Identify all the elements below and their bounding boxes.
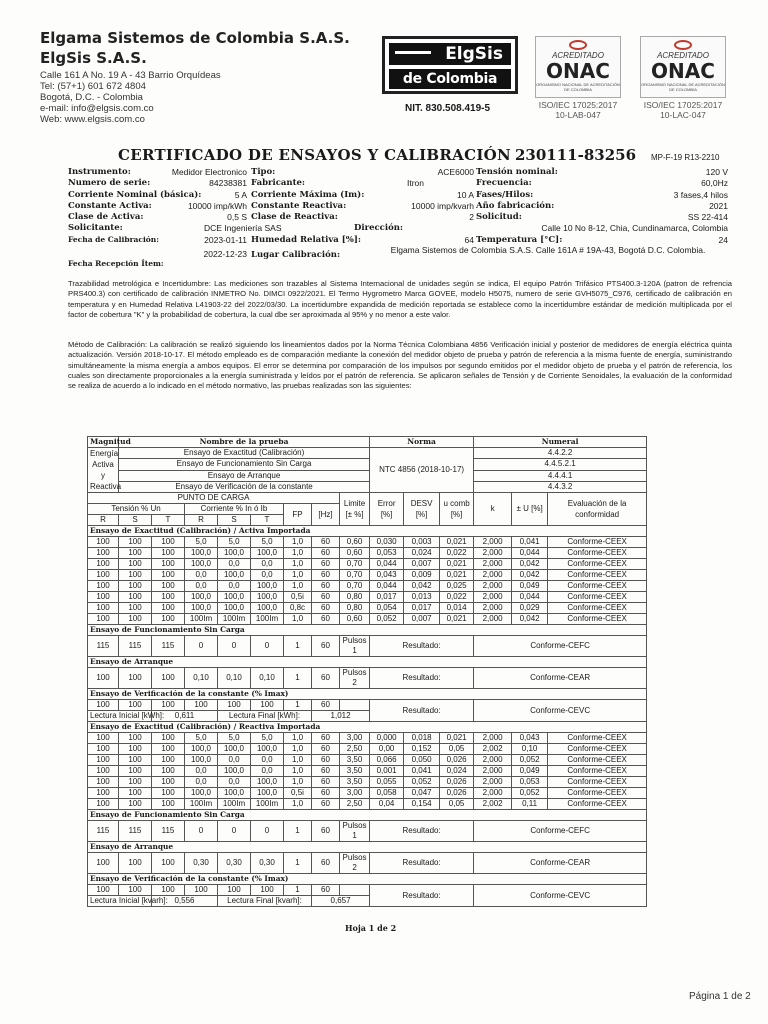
table-cell: 100: [119, 581, 152, 592]
table-cell: 2,000: [474, 537, 512, 548]
exactitud-reactiva-rows: [88, 733, 647, 810]
table-row: 115 115 115 0 0 0 1 60 Pulsos 1 Resultado: Conforme-CEFC: [88, 636, 647, 657]
table-cell: 100: [88, 614, 119, 625]
table-cell: 1,0: [284, 537, 312, 548]
table-cell: 2,000: [474, 603, 512, 614]
table-cell: 100: [152, 592, 185, 603]
table-cell: 0,042: [512, 570, 548, 581]
table-cell: Conforme-CEEX: [548, 570, 647, 581]
table-cell: 100: [152, 799, 185, 810]
table-cell: 2,000: [474, 733, 512, 744]
table-cell: 0,041: [404, 766, 440, 777]
table-cell: 0,022: [440, 548, 474, 559]
onac-lab-badge: ACREDITADO ONAC ORGANISMO NACIONAL DE ACREDITACIÓN DE COLOMBIA: [535, 36, 621, 98]
table-cell: 100: [119, 603, 152, 614]
table-cell: 0,066: [370, 755, 404, 766]
table-cell: Conforme-CEEX: [548, 548, 647, 559]
table-cell: 0,021: [440, 537, 474, 548]
table-cell: 0,007: [404, 614, 440, 625]
company-address: Calle 161 A No. 19 A - 43 Barrio Orquídeas Tel: (57+1) 601 672 4804 Bogotá, D.C. - Colombia e-mail: info@elgsis.com.co Web: www.elgsis.com.co: [40, 70, 221, 125]
table-cell: 100: [88, 537, 119, 548]
table-cell: 100: [88, 592, 119, 603]
table-cell: 0,026: [440, 755, 474, 766]
table-cell: 100,0: [218, 592, 251, 603]
table-cell: 100: [119, 548, 152, 559]
table-cell: 2,000: [474, 581, 512, 592]
table-cell: 0,044: [370, 581, 404, 592]
table-cell: 100: [119, 592, 152, 603]
table-cell: 5,0: [218, 733, 251, 744]
elgsis-logo: [382, 36, 518, 94]
table-cell: 1,0: [284, 744, 312, 755]
table-cell: 2,000: [474, 548, 512, 559]
table-cell: 0,052: [512, 788, 548, 799]
table-cell: 0,0: [185, 766, 218, 777]
table-cell: 100,0: [185, 788, 218, 799]
table-cell: 0,052: [370, 614, 404, 625]
table-cell: 0,013: [404, 592, 440, 603]
table-cell: 5,0: [251, 733, 284, 744]
table-cell: 0,80: [340, 603, 370, 614]
table-row: [88, 777, 647, 788]
table-cell: 0,014: [440, 603, 474, 614]
section-exactitud-activa: Ensayo de Exactitud (Calibración) / Activa Importada: [88, 526, 647, 537]
table-row: 100 100 100 100 100 100 1 60 Resultado: Conforme-CEVC: [88, 885, 647, 896]
table-cell: 60: [312, 733, 340, 744]
table-cell: 3,00: [340, 788, 370, 799]
table-cell: 0,05: [440, 799, 474, 810]
table-cell: 2,50: [340, 744, 370, 755]
table-cell: 0,0: [185, 570, 218, 581]
table-cell: 100,0: [251, 744, 284, 755]
table-cell: 100: [88, 777, 119, 788]
table-row: [88, 581, 647, 592]
table-row: Lectura Inicial [kWh]: 0,611 Lectura Final [kWh]: 1,012: [88, 711, 647, 722]
table-cell: 5,0: [185, 733, 218, 744]
table-cell: 100: [152, 788, 185, 799]
table-cell: 0,021: [440, 570, 474, 581]
table-cell: 0,026: [440, 777, 474, 788]
table-cell: 0,047: [404, 788, 440, 799]
table-row: [88, 755, 647, 766]
table-cell: 0,044: [512, 592, 548, 603]
table-cell: 100: [88, 570, 119, 581]
table-cell: 2,000: [474, 766, 512, 777]
table-cell: 60: [312, 799, 340, 810]
table-row: [88, 766, 647, 777]
table-cell: 1,0: [284, 799, 312, 810]
company-name: Elgama Sistemos de Colombia S.A.S.: [40, 29, 350, 47]
table-cell: Conforme-CEEX: [548, 733, 647, 744]
table-cell: 0,049: [512, 766, 548, 777]
table-cell: 0,053: [512, 777, 548, 788]
table-cell: 2,000: [474, 755, 512, 766]
table-cell: 100,0: [185, 744, 218, 755]
table-cell: 0,055: [370, 777, 404, 788]
table-cell: 0,053: [370, 548, 404, 559]
table-cell: 100: [119, 559, 152, 570]
table-cell: 0,052: [512, 755, 548, 766]
table-cell: 0,009: [404, 570, 440, 581]
table-cell: 60: [312, 592, 340, 603]
table-cell: 60: [312, 777, 340, 788]
table-cell: 0,044: [512, 548, 548, 559]
table-cell: 1,0: [284, 548, 312, 559]
traceability-paragraph: Trazabilidad metrológica e Incertidumbre: Las mediciones son trazables al Sistema Internacional de unidades según se indica, El equipo Patrón Trifásico PTS400.3-120A (patron de refrencia PRS400.3) con certificado de calibración INMETRO No. DIMCI 0922/2021. El Termo Hygrometro Marca GOVEE, modelo H5075, numero de serie GVH5075_C976, certificado de calibración en temperatura y en Humedad Relativa L41903-22 del 2022/03/30. La incertidumbre expandida de medición reportada se establece como la incertidumbre estándar de medición multiplicada por el factor de cobertura "K" y la probabilidad de cobertura, la cual dbe ser aproximada al 95% y no menor a este valor.: [68, 279, 732, 319]
table-cell: Conforme-CEEX: [548, 592, 647, 603]
table-cell: Conforme-CEEX: [548, 559, 647, 570]
table-cell: 100,0: [218, 603, 251, 614]
section-constante-activa: Ensayo de Verificación de la constante (% Imax): [88, 689, 647, 700]
table-cell: 60: [312, 766, 340, 777]
table-cell: Conforme-CEEX: [548, 537, 647, 548]
table-cell: 0,025: [440, 581, 474, 592]
table-cell: 0,0: [251, 570, 284, 581]
table-cell: 0,70: [340, 559, 370, 570]
page-number: Página 1 de 2: [689, 991, 751, 1002]
table-cell: 100: [88, 766, 119, 777]
table-cell: 0,0: [251, 755, 284, 766]
table-cell: 60: [312, 788, 340, 799]
exactitud-activa-rows: [88, 537, 647, 625]
table-cell: 100: [152, 777, 185, 788]
table-cell: 100: [119, 777, 152, 788]
table-cell: 0,5i: [284, 788, 312, 799]
table-cell: 100: [152, 570, 185, 581]
table-cell: 0,0: [218, 755, 251, 766]
instrument-info: Instrumento: Medidor Electronico Tipo: ACE6000 Tensión nominal: 120 V Numero de serie: 84238381 Fabricante: Itron Frecuencia: 60,0Hz Corriente Nominal (básica): 5 A Corriente Máxima (Im): 10 A Fases/Hilos: 3 fases,4 hilos Constante Activa: 10000 imp/kWh Constante Reactiva: 10000 imp/kvarh Año fabricación: 2021 Clase de Activa: 0,5 S Clase de Reactiva: 2 Solicitud: SS 22-414 Solicitante: DCE Ingeniería SAS Dirección: Calle 10 No 8-12, Chia, Cundinamarca, Colombia Fecha de Calibración: 2023-01-11 Humedad Relativa [%]: 64 Temperatura [°C]: 24 Fecha Recepción Ítem: 2022-12-23 Lugar Calibración: Elgama Sistemos de Colombia S.A.S. Calle 161A # 19A-43, Bogotá D.C. Colombia.: [68, 167, 728, 269]
table-row: [88, 799, 647, 810]
table-row: 115 115 115 0 0 0 1 60 Pulsos 1 Resultado: Conforme-CEFC: [88, 821, 647, 842]
table-cell: 0,041: [512, 537, 548, 548]
table-row: [88, 788, 647, 799]
company-header: [40, 28, 350, 125]
table-cell: 100,0: [218, 788, 251, 799]
table-cell: 0,04: [370, 799, 404, 810]
section-exactitud-reactiva: Ensayo de Exactitud (Calibración) / Reactiva Importada: [88, 722, 647, 733]
table-cell: 0,021: [440, 733, 474, 744]
table-cell: Conforme-CEEX: [548, 788, 647, 799]
table-cell: 0,007: [404, 559, 440, 570]
table-cell: 0,026: [440, 788, 474, 799]
company-short-name: ElgSis S.A.S.: [40, 49, 147, 67]
table-cell: 100: [88, 548, 119, 559]
section-funcionamiento-activa: Ensayo de Funcionamiento Sin Carga: [88, 625, 647, 636]
onac-emblem-icon: [569, 40, 587, 50]
table-cell: 60: [312, 755, 340, 766]
table-row: Lectura Inicial [kvarh]: 0,556 Lectura Final [kvarh]: 0,657: [88, 896, 647, 907]
table-cell: 0,154: [404, 799, 440, 810]
table-cell: 100: [152, 581, 185, 592]
table-cell: 0,0: [185, 777, 218, 788]
table-cell: 2,50: [340, 799, 370, 810]
table-cell: 100: [152, 766, 185, 777]
logo-arrow-icon: [395, 51, 431, 54]
table-cell: 2,000: [474, 570, 512, 581]
table-cell: 0,60: [340, 537, 370, 548]
table-cell: 100,0: [185, 548, 218, 559]
norma-cell: NTC 4856 (2018-10-17): [370, 448, 474, 493]
table-cell: 100,0: [185, 592, 218, 603]
table-row: 100 100 100 0,10 0,10 0,10 1 60 Pulsos 2 Resultado: Conforme-CEAR: [88, 668, 647, 689]
table-row: [88, 559, 647, 570]
table-row: [88, 570, 647, 581]
table-cell: 60: [312, 537, 340, 548]
table-cell: 2,000: [474, 777, 512, 788]
table-cell: 0,152: [404, 744, 440, 755]
certificate-title: CERTIFICADO DE ENSAYOS Y CALIBRACIÓN: [118, 146, 512, 164]
table-cell: 100,0: [251, 592, 284, 603]
table-cell: 0,10: [512, 744, 548, 755]
table-cell: 100: [119, 733, 152, 744]
table-cell: 1,0: [284, 570, 312, 581]
table-cell: 60: [312, 581, 340, 592]
onac-lac-badge: ACREDITADO ONAC ORGANISMO NACIONAL DE ACREDITACIÓN DE COLOMBIA: [640, 36, 726, 98]
table-cell: 100: [88, 603, 119, 614]
table-cell: 3,50: [340, 755, 370, 766]
onac-emblem-icon: [674, 40, 692, 50]
table-cell: 0,044: [370, 559, 404, 570]
iso-lac-label: ISO/IEC 17025:2017 10-LAC-047: [643, 100, 723, 120]
table-cell: 0,0: [251, 559, 284, 570]
table-cell: 0,042: [404, 581, 440, 592]
table-cell: 5,0: [251, 537, 284, 548]
iso-lab-label: ISO/IEC 17025:2017 10-LAB-047: [538, 100, 618, 120]
table-cell: 1,0: [284, 733, 312, 744]
table-row: [88, 603, 647, 614]
certificate-number: 230111-83256: [515, 146, 637, 164]
table-cell: 100: [119, 799, 152, 810]
table-cell: 100Im: [251, 799, 284, 810]
table-cell: 2,000: [474, 592, 512, 603]
table-cell: Conforme-CEEX: [548, 755, 647, 766]
table-cell: 0,60: [340, 548, 370, 559]
table-cell: 100,0: [185, 755, 218, 766]
table-cell: 100: [152, 755, 185, 766]
table-row: [88, 592, 647, 603]
table-cell: 100: [88, 733, 119, 744]
table-cell: 5,0: [218, 537, 251, 548]
table-cell: 1,0: [284, 755, 312, 766]
table-cell: 100,0: [251, 777, 284, 788]
table-cell: 100,0: [218, 744, 251, 755]
table-cell: 2,000: [474, 788, 512, 799]
table-cell: 0,5i: [284, 592, 312, 603]
table-cell: 0,05: [440, 744, 474, 755]
table-cell: 100,0: [185, 603, 218, 614]
table-cell: 100Im: [218, 799, 251, 810]
table-cell: 100,0: [218, 766, 251, 777]
table-cell: 100Im: [251, 614, 284, 625]
table-cell: 100: [152, 614, 185, 625]
document-reference: MP-F-19 R13-2210: [651, 153, 720, 162]
table-cell: 0,022: [440, 592, 474, 603]
table-cell: 2,002: [474, 799, 512, 810]
table-cell: Conforme-CEEX: [548, 581, 647, 592]
table-cell: 1,0: [284, 777, 312, 788]
table-cell: 0,0: [185, 581, 218, 592]
table-cell: 0,0: [218, 559, 251, 570]
table-cell: 0,042: [512, 614, 548, 625]
table-cell: 100: [152, 744, 185, 755]
table-cell: Conforme-CEEX: [548, 777, 647, 788]
table-cell: 100,0: [251, 603, 284, 614]
table-cell: 0,70: [340, 570, 370, 581]
section-constante-reactiva: Ensayo de Verificación de la constante (% Imax): [88, 874, 647, 885]
table-cell: 1,0: [284, 559, 312, 570]
table-cell: 100: [119, 766, 152, 777]
table-cell: 1,0: [284, 766, 312, 777]
logo-top-text: ElgSis: [389, 43, 511, 65]
table-cell: 100Im: [185, 614, 218, 625]
table-cell: 100: [119, 744, 152, 755]
table-cell: 5,0: [185, 537, 218, 548]
table-cell: 100: [152, 733, 185, 744]
table-cell: 60: [312, 614, 340, 625]
section-arranque-reactiva: Ensayo de Arranque: [88, 842, 647, 853]
table-cell: 100: [88, 581, 119, 592]
table-cell: 60: [312, 559, 340, 570]
table-row: [88, 537, 647, 548]
table-cell: 0,050: [404, 755, 440, 766]
table-cell: 0,030: [370, 537, 404, 548]
table-cell: 0,0: [218, 777, 251, 788]
table-cell: 100: [119, 788, 152, 799]
table-cell: 100: [88, 799, 119, 810]
table-cell: 0,024: [440, 766, 474, 777]
table-cell: 0,00: [370, 744, 404, 755]
table-cell: 100: [88, 755, 119, 766]
table-cell: 3,50: [340, 766, 370, 777]
table-cell: 100,0: [251, 788, 284, 799]
table-cell: Conforme-CEEX: [548, 603, 647, 614]
table-cell: 100: [152, 537, 185, 548]
table-cell: 0,001: [370, 766, 404, 777]
table-cell: 100: [119, 537, 152, 548]
table-cell: 2,000: [474, 614, 512, 625]
table-cell: 100Im: [185, 799, 218, 810]
table-cell: Conforme-CEEX: [548, 744, 647, 755]
table-cell: 0,029: [512, 603, 548, 614]
nit-number: NIT. 830.508.419-5: [405, 103, 491, 114]
table-cell: 100: [152, 559, 185, 570]
table-cell: 60: [312, 548, 340, 559]
table-cell: 0,003: [404, 537, 440, 548]
sheet-number: Hoja 1 de 2: [345, 923, 397, 933]
table-cell: 0,043: [512, 733, 548, 744]
table-cell: 0,70: [340, 581, 370, 592]
table-cell: 0,043: [370, 570, 404, 581]
table-cell: Conforme-CEEX: [548, 766, 647, 777]
table-cell: 100Im: [218, 614, 251, 625]
table-cell: 100,0: [218, 570, 251, 581]
table-cell: Conforme-CEEX: [548, 614, 647, 625]
table-row: 100 100 100 0,30 0,30 0,30 1 60 Pulsos 2 Resultado: Conforme-CEAR: [88, 853, 647, 874]
results-table: Magnitud Nombre de la prueba Norma Numeral Energía Activa y Reactiva Ensayo de Exactitud (Calibración) NTC 4856 (2018-10-17) 4.4.2.2 Ensayo de Funcionamiento Sin Carga 4.4.5.2.1 Ensayo de Arranque 4.4.4.1 Ensayo de Verificación de la constante 4.4.3.2 PUNTO DE CARGA Limite [± %] Error [%] DESV [%] u comb [%] k ± U [%] Evaluación de la conformidad Tensión % Un Corriente % In ó Ib FP [Hz] R S T R S T Ensayo de Exactitud (Calibración) / Activa Importada 100 100 100 5,0 5,0 5,0 1,0 60 0,60 0,030 0,003 0,021 2,000 0,041 Conforme-CEEX 100 100 100 100,0 100,0 100,0 1,0 60 0,60 0,053 0,024 0,022 2,000 0,044 Conforme-CEEX 100 100 100 100,0 0,0 0,0 1,0 60 0,70 0,044 0,007 0,021 2,000 0,042 Conforme-CEEX 100 100 100 0,0 100,0 0,0 1,0 60 0,70 0,043 0,009 0,021 2,000 0,042 Conforme-CEEX 100 100 100 0,0 0,0 100,0 1,0 60 0,70 0,044 0,042 0,025 2,000 0,049 Conforme-CEEX 100 100 100 100,0 100,0 100,0 0,5i 60 0,80 0,017 0,013 0,022 2,000 0,044 Conforme-CEEX 100 100 100 100,0 100,0 100,0 0,8c 60 0,80 0,054 0,017 0,014 2,000 0,029 Conforme-CEEX 100 100 100 100Im 100Im 100Im 1,0 60 0,60 0,052 0,007 0,021 2,000 0,042 Conforme-CEEX Ensayo de Funcionamiento Sin Carga 115 115 115 0 0 0 1 60 Pulsos 1 Resultado: Conforme-CEFC Ensayo de Arranque 100 100 100 0,10 0,10 0,10 1 60 Pulsos 2 Resultado: Conforme-CEAR Ensayo de Verificación de la constante (% Imax) 100 100 100 100 100 100 1 60 Resultado: Conforme-CEVC Lectura Inicial [kWh]: 0,611 Lectura Final [kWh]: 1,012 Ensayo de Exactitud (Calibración) / Reactiva Importada 100 100 100 5,0 5,0 5,0 1,0 60 3,00 0,000 0,018 0,021 2,000 0,043 Conforme-CEEX 100 100 100 100,0 100,0 100,0 1,0 60 2,50 0,00 0,152 0,05 2,002 0,10 Conforme-CEEX 100 100 100 100,0 0,0 0,0 1,0 60 3,50 0,066 0,050 0,026 2,000 0,052 Conforme-CEEX 100 100 100 0,0 100,0 0,0 1,0 60 3,50 0,001 0,041 0,024 2,000 0,049 Conforme-CEEX 100 100 100 0,0 0,0 100,0 1,0 60 3,50 0,055 0,052 0,026 2,000 0,053 Conforme-CEEX 100 100 100 100,0 100,0 100,0 0,5i 60 3,00 0,058 0,047 0,026 2,000 0,052 Conforme-CEEX 100 100 100 100Im 100Im 100Im 1,0 60 2,50 0,04 0,154 0,05 2,002 0,11 Conforme-CEEX Ensayo de Funcionamiento Sin Carga 115 115 115 0 0 0 1 60 Pulsos 1 Resultado: Conforme-CEFC Ensayo de Arranque 100 100 100 0,30 0,30 0,30 1 60 Pulsos 2 Resultado: Conforme-CEAR Ensayo de Verificación de la constante (% Imax) 100 100 100 100 100 100 1 60 Resultado: Conforme-CEVC Lectura Inicial [kvarh]: 0,556 Lectura Final [kvarh]: 0,657: [87, 436, 647, 907]
table-cell: 2,002: [474, 744, 512, 755]
magnitud-cell: Energía Activa y Reactiva: [88, 448, 119, 493]
table-cell: 1,0: [284, 581, 312, 592]
table-cell: 0,054: [370, 603, 404, 614]
table-cell: 100,0: [251, 581, 284, 592]
table-cell: 100,0: [218, 548, 251, 559]
table-cell: 0,0: [218, 581, 251, 592]
section-arranque-activa: Ensayo de Arranque: [88, 657, 647, 668]
table-cell: 0,021: [440, 559, 474, 570]
table-cell: 0,017: [370, 592, 404, 603]
method-paragraph: Método de Calibración: La calibración se realizó siguiendo los lineamientos dados por la Norma Técnica Colombiana 4856 Verificación inicial y posterior de medidores de energía eléctrica quinta actualización. Versión 2018-10-17. El método empleado es de comparación mediante la conexión del medidor objeto de prueba y patrón de referencia a la misma fuente de energía, suministrando simultáneamente la misma energía a ambos equipos. El error se determina por comparación de los impulsos por segundo emitidos por el medidor objeto de prueba y el patrón de referencia, los cuales son directamente proporcionales a la energía suministrada y leídos por el patrón de referencia. Se aplicaron señales de Tensión y de Corriente Senoidales, la evaluación de la conformidad se realiza de acuerdo a lo indicado en el método normativo, las pruebas realizadas son las siguientes:: [68, 340, 732, 391]
table-cell: 0,000: [370, 733, 404, 744]
table-cell: 0,042: [512, 559, 548, 570]
table-row: [88, 744, 647, 755]
table-row: [88, 614, 647, 625]
table-cell: 100: [152, 548, 185, 559]
table-cell: 100: [119, 755, 152, 766]
table-cell: 100: [119, 614, 152, 625]
table-cell: 3,50: [340, 777, 370, 788]
table-cell: 3,00: [340, 733, 370, 744]
table-cell: 0,8c: [284, 603, 312, 614]
table-cell: 0,024: [404, 548, 440, 559]
table-cell: 2,000: [474, 559, 512, 570]
table-row: [88, 733, 647, 744]
table-cell: 0,60: [340, 614, 370, 625]
table-cell: 0,0: [251, 766, 284, 777]
table-cell: 0,017: [404, 603, 440, 614]
table-cell: 60: [312, 603, 340, 614]
table-cell: Conforme-CEEX: [548, 799, 647, 810]
table-cell: 100: [88, 788, 119, 799]
table-cell: 0,021: [440, 614, 474, 625]
table-cell: 100: [152, 603, 185, 614]
table-cell: 60: [312, 570, 340, 581]
table-row: 100 100 100 100 100 100 1 60 Resultado: Conforme-CEVC: [88, 700, 647, 711]
table-row: [88, 548, 647, 559]
table-cell: 100,0: [251, 548, 284, 559]
table-cell: 1,0: [284, 614, 312, 625]
table-cell: 60: [312, 744, 340, 755]
logo-bottom-text: de Colombia: [389, 69, 511, 89]
section-funcionamiento-reactiva: Ensayo de Funcionamiento Sin Carga: [88, 810, 647, 821]
table-cell: 100,0: [185, 559, 218, 570]
table-cell: 0,11: [512, 799, 548, 810]
table-cell: 0,018: [404, 733, 440, 744]
table-cell: 100: [119, 570, 152, 581]
table-cell: 0,052: [404, 777, 440, 788]
table-cell: 0,049: [512, 581, 548, 592]
table-cell: 100: [88, 559, 119, 570]
table-cell: 0,058: [370, 788, 404, 799]
table-cell: 100: [88, 744, 119, 755]
table-cell: 0,80: [340, 592, 370, 603]
